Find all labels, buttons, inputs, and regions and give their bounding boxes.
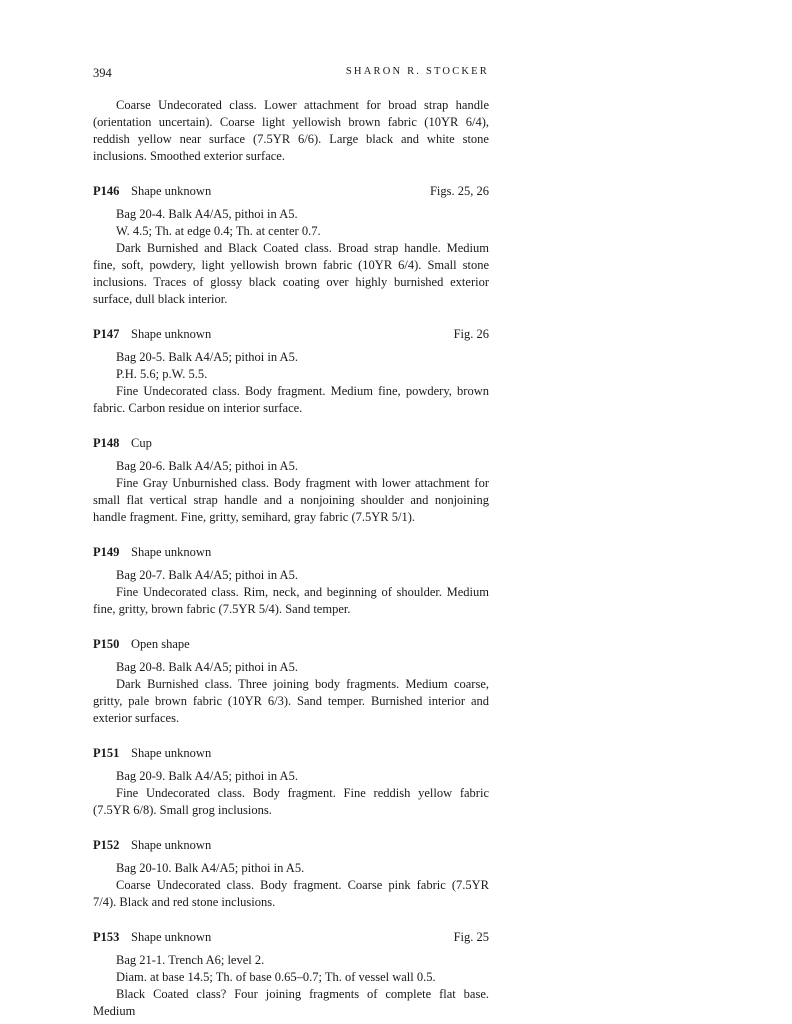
entry-shape: Shape unknown xyxy=(131,838,212,852)
entry-id: P147 xyxy=(93,327,120,341)
entry-detail-line: Bag 20-4. Balk A4/A5, pithoi in A5. xyxy=(116,207,298,221)
entry-detail-line: Diam. at base 14.5; Th. of base 0.65–0.7; Th. of vessel wall 0.5. xyxy=(116,970,436,984)
catalog-entry xyxy=(93,183,489,308)
entry-id: P148 xyxy=(93,436,120,450)
entry-heading xyxy=(93,636,489,653)
entry-description: Fine Undecorated class. Body fragment. Fine reddish yellow fabric (7.5YR 6/8). Small grog inclusions. xyxy=(93,786,489,817)
entry-description: Dark Burnished and Black Coated class. Broad strap handle. Medium fine, soft, powdery, light yellowish brown fabric (10YR 6/4). Small stone inclusions. Traces of glossy black coating over highly burnished exterior surface, dull black interior. xyxy=(93,241,489,306)
running-head-author: SHARON R. STOCKER xyxy=(345,66,489,77)
entry-id: P146 xyxy=(93,184,120,198)
entry-id: P153 xyxy=(93,930,120,944)
entry-shape: Shape unknown xyxy=(131,746,212,760)
entry-shape: Shape unknown xyxy=(131,184,212,198)
entry-description: Dark Burnished class. Three joining body fragments. Medium coarse, gritty, pale brown fabric (10YR 6/3). Sand temper. Burnished interior and exterior surfaces. xyxy=(93,677,489,725)
entry-heading xyxy=(93,929,489,946)
running-head xyxy=(93,66,489,82)
catalog-entry xyxy=(93,544,489,618)
entry-description: Black Coated class? Four joining fragments of complete flat base. Medium xyxy=(93,987,489,1018)
entry-description: Coarse Undecorated class. Body fragment. Coarse pink fabric (7.5YR 7/4). Black and red stone inclusions. xyxy=(93,878,489,909)
entry-id: P151 xyxy=(93,746,120,760)
catalog-entry xyxy=(93,929,489,1020)
catalog-entry xyxy=(93,326,489,417)
catalog-entries xyxy=(93,183,489,1020)
intro-paragraph: Coarse Undecorated class. Lower attachment for broad strap handle (orientation uncertain). Coarse light yellowish brown fabric (10YR 6/4), reddish yellow near surface (7.5YR 6/6). Large black and white stone inclusions. Smoothed exterior surface. xyxy=(93,98,489,163)
entry-detail-line: W. 4.5; Th. at edge 0.4; Th. at center 0.7. xyxy=(116,224,321,238)
entry-id: P150 xyxy=(93,637,120,651)
entry-heading xyxy=(93,745,489,762)
entry-heading xyxy=(93,544,489,561)
catalog-entry xyxy=(93,435,489,526)
entry-description: Fine Gray Unburnished class. Body fragment with lower attachment for small flat vertical strap handle and a nonjoining shoulder and nonjoining handle fragment. Fine, gritty, semihard, gray fabric (7.5YR 5/1). xyxy=(93,476,489,524)
entry-heading xyxy=(93,435,489,452)
entry-figure-reference: Figs. 25, 26 xyxy=(429,184,489,198)
entry-detail-line: Bag 20-5. Balk A4/A5; pithoi in A5. xyxy=(116,350,298,364)
entry-description: Fine Undecorated class. Rim, neck, and beginning of shoulder. Medium fine, gritty, brown fabric (7.5YR 5/4). Sand temper. xyxy=(93,585,489,616)
entry-id: P149 xyxy=(93,545,120,559)
entry-detail-line: Bag 20-9. Balk A4/A5; pithoi in A5. xyxy=(116,769,298,783)
entry-shape: Shape unknown xyxy=(131,545,212,559)
entry-id: P152 xyxy=(93,838,120,852)
entry-shape: Shape unknown xyxy=(131,327,212,341)
entry-detail-line: P.H. 5.6; p.W. 5.5. xyxy=(116,367,208,381)
catalog-entry xyxy=(93,837,489,911)
entry-heading xyxy=(93,326,489,343)
catalog-entry xyxy=(93,636,489,727)
entry-detail-line: Bag 20-10. Balk A4/A5; pithoi in A5. xyxy=(116,861,305,875)
entry-shape: Open shape xyxy=(131,637,190,651)
entry-detail-line: Bag 20-7. Balk A4/A5; pithoi in A5. xyxy=(116,568,298,582)
catalog-entry xyxy=(93,745,489,819)
page-number: 394 xyxy=(93,66,112,80)
entry-heading xyxy=(93,837,489,854)
entry-detail-line: Bag 20-6. Balk A4/A5; pithoi in A5. xyxy=(116,459,298,473)
entry-detail-line: Bag 20-8. Balk A4/A5; pithoi in A5. xyxy=(116,660,298,674)
entry-description: Fine Undecorated class. Body fragment. Medium fine, powdery, brown fabric. Carbon residue on interior surface. xyxy=(93,384,489,415)
entry-detail-line: Bag 21-1. Trench A6; level 2. xyxy=(116,953,265,967)
entry-figure-reference: Fig. 25 xyxy=(453,930,489,944)
entry-figure-reference: Fig. 26 xyxy=(453,327,489,341)
catalog-content xyxy=(93,97,489,1020)
entry-heading xyxy=(93,183,489,200)
entry-shape: Shape unknown xyxy=(131,930,212,944)
entry-shape: Cup xyxy=(131,436,152,450)
